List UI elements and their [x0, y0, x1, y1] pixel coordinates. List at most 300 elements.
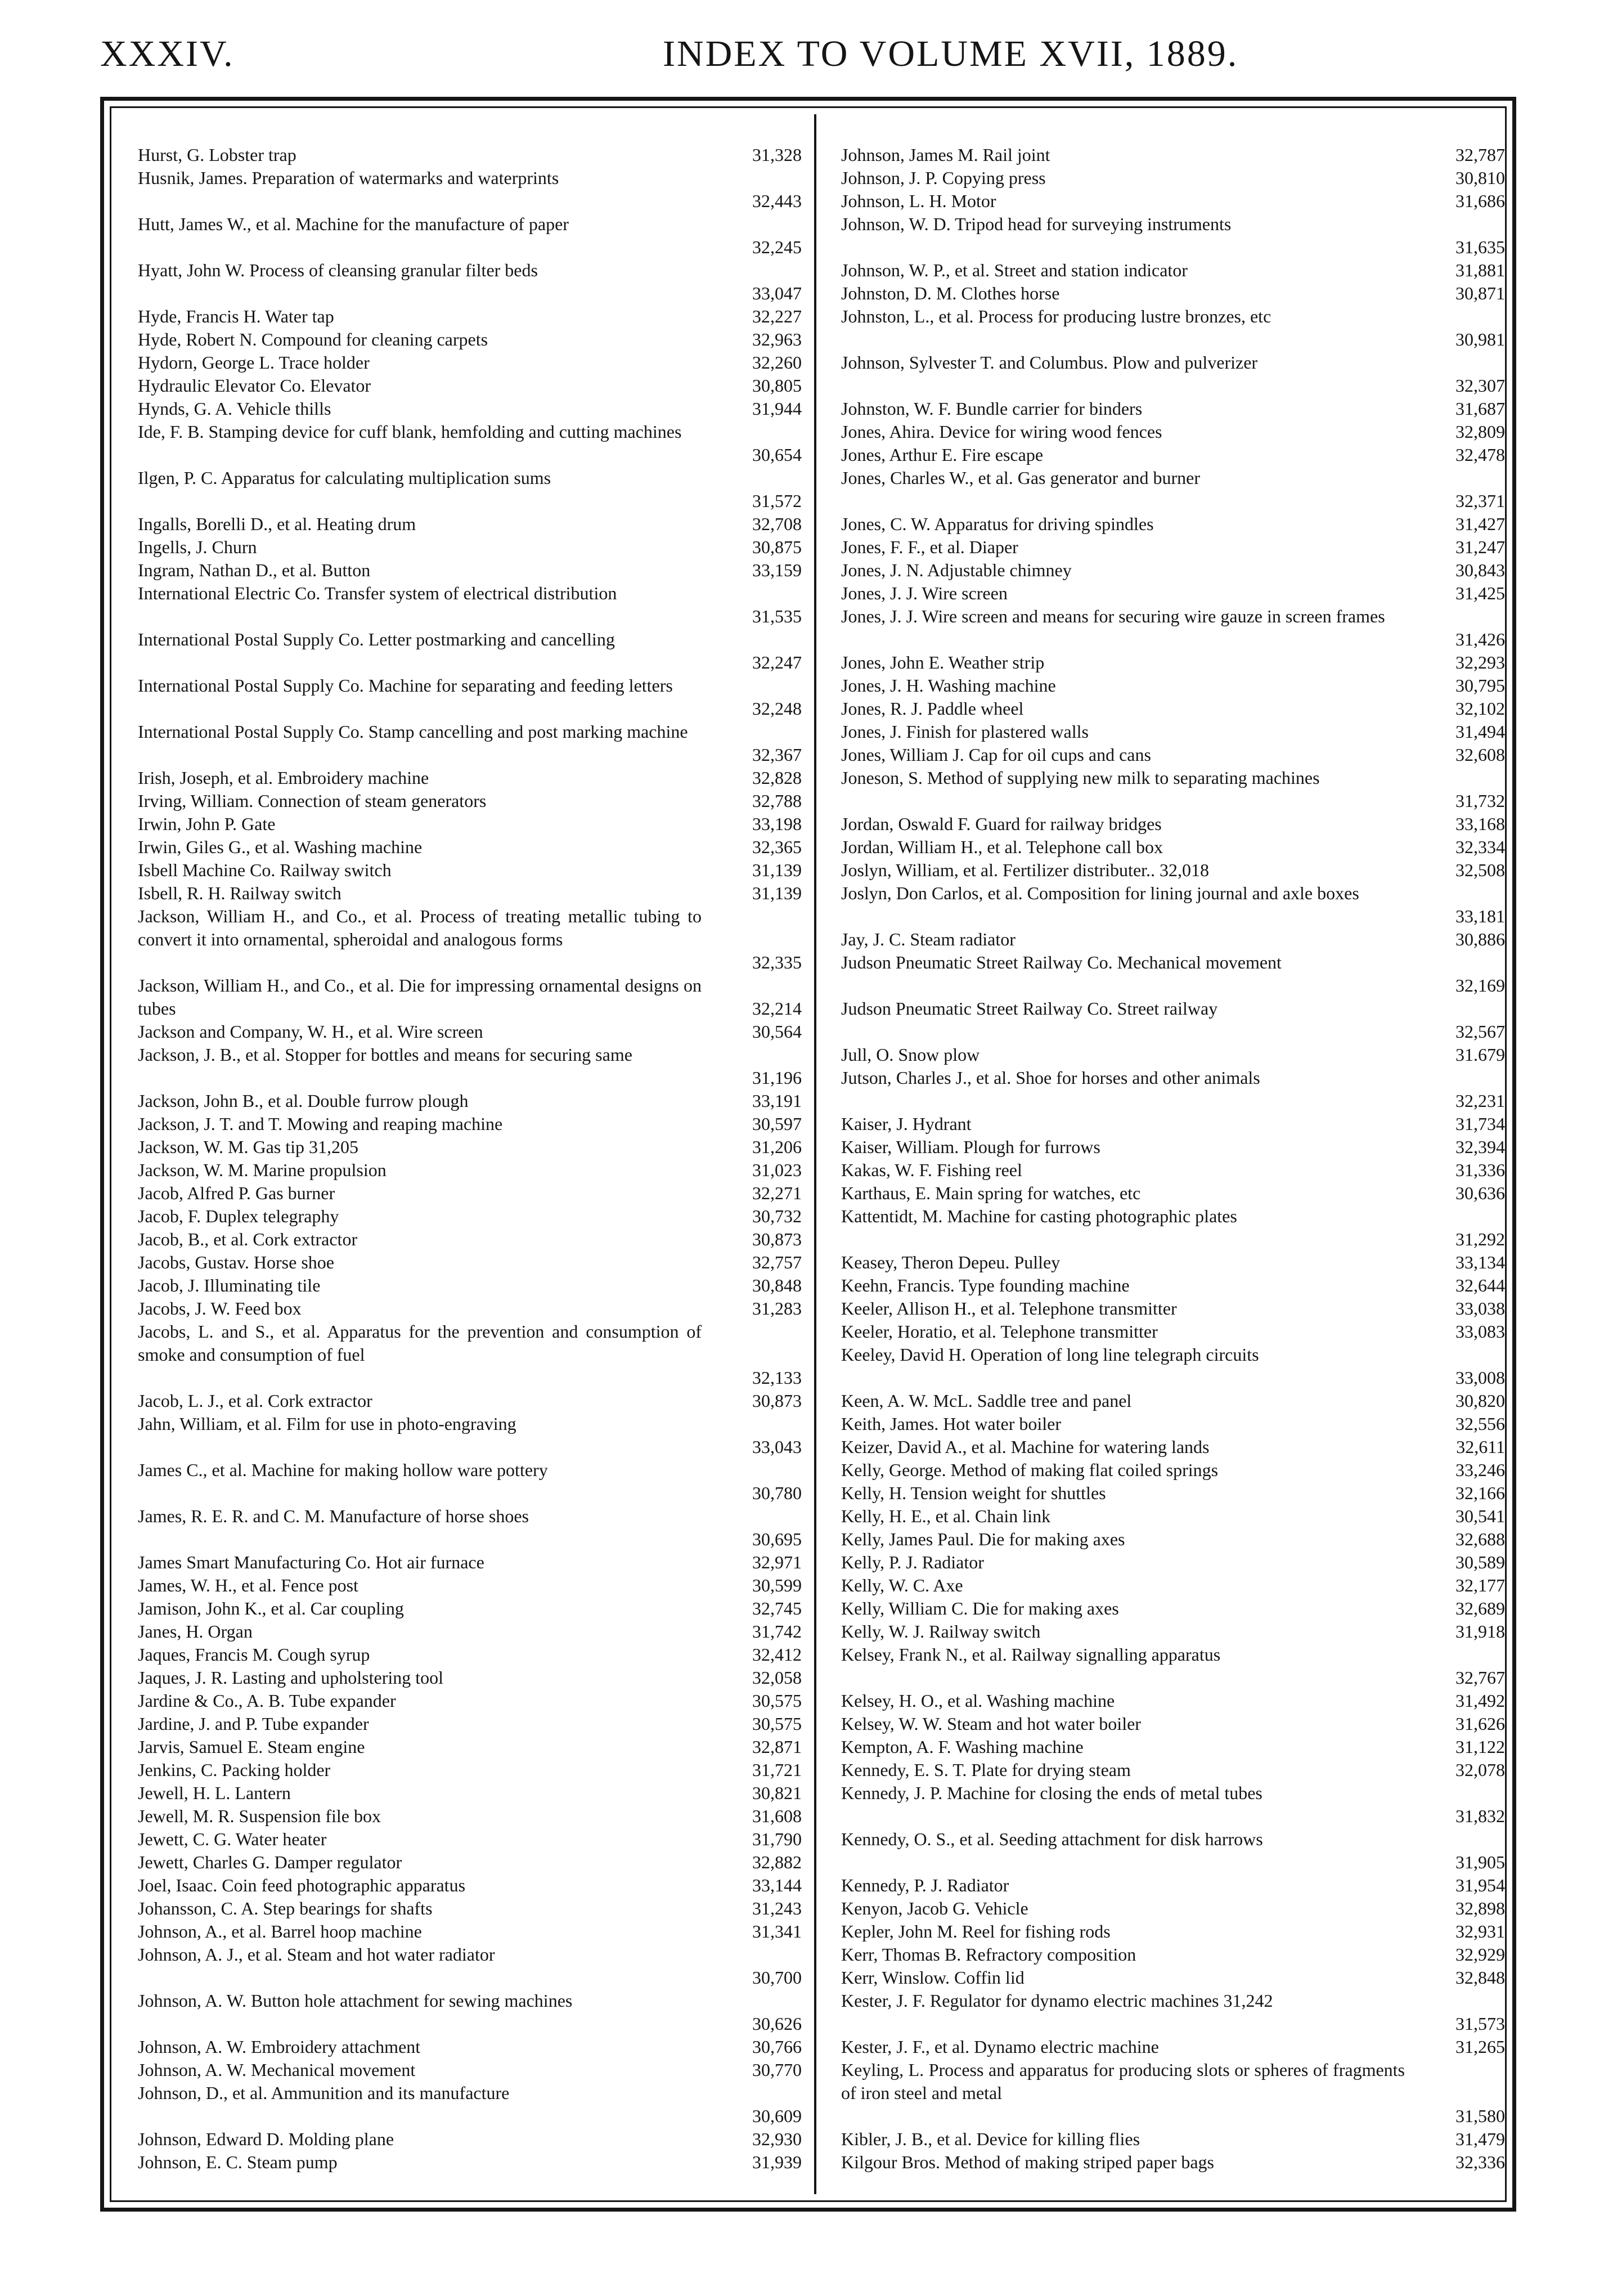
- patent-number: 31,954: [1455, 1875, 1505, 1895]
- entry-text: Irving, William. Connection of steam generators: [138, 791, 487, 811]
- index-entry: [841, 1759, 1505, 1782]
- patent-number: 33,144: [752, 1875, 802, 1895]
- right-column: [841, 144, 1505, 2174]
- index-entry: [138, 1851, 802, 1874]
- index-entry: [138, 374, 802, 397]
- entry-text: Jackson, W. M. Gas tip 31,205: [138, 1137, 358, 1157]
- patent-number: 33,008: [1455, 1367, 1505, 1388]
- index-entry: [841, 513, 1505, 536]
- entry-text: Kelly, George. Method of making flat coiled springs: [841, 1460, 1219, 1480]
- entry-text: Jaques, Francis M. Cough syrup: [138, 1644, 370, 1665]
- entry-text: Ilgen, P. C. Apparatus for calculating multiplication sums: [138, 468, 551, 488]
- index-entry: [841, 1966, 1505, 1989]
- entry-text: Johansson, C. A. Step bearings for shafts: [138, 1898, 433, 1918]
- index-entry: [138, 1620, 802, 1643]
- entry-text: Kester, J. F., et al. Dynamo electric machine: [841, 2037, 1159, 2057]
- entry-text: Johnston, L., et al. Process for producing lustre bronzes, etc: [841, 306, 1271, 326]
- index-entry: [841, 1828, 1505, 1874]
- entry-text: Jackson, William H., and Co., et al. Die for impressing ornamental designs on tubes: [138, 975, 702, 1019]
- entry-text: Hydorn, George L. Trace holder: [138, 352, 370, 373]
- patent-number: 32,898: [1455, 1898, 1505, 1918]
- entry-text: Johnson, Edward D. Molding plane: [138, 2129, 394, 2149]
- patent-number: 30,589: [1455, 1552, 1505, 1572]
- entry-text: Kempton, A. F. Washing machine: [841, 1737, 1084, 1757]
- patent-number: 30,636: [1455, 1183, 1505, 1203]
- patent-number: 31,572: [752, 491, 802, 511]
- entry-text: Joel, Isaac. Coin feed photographic apparatus: [138, 1875, 466, 1895]
- patent-number: 32,371: [1455, 491, 1505, 511]
- index-entry: [841, 167, 1505, 190]
- entry-text: Kelsey, H. O., et al. Washing machine: [841, 1690, 1115, 1711]
- patent-number: 31,939: [752, 2152, 802, 2172]
- entry-text: James, R. E. R. and C. M. Manufacture of horse shoes: [138, 1506, 529, 1526]
- patent-number: 32,367: [752, 745, 802, 765]
- index-entry: [138, 1320, 802, 1389]
- index-frame: [100, 97, 1516, 2212]
- patent-number: 31,918: [1455, 1621, 1505, 1642]
- index-entry: [841, 1782, 1505, 1828]
- entry-text: Kennedy, J. P. Machine for closing the ends of metal tubes: [841, 1783, 1262, 1803]
- patent-number: 32,260: [752, 352, 802, 373]
- patent-number: 32,745: [752, 1598, 802, 1618]
- entry-text: Jones, R. J. Paddle wheel: [841, 698, 1024, 719]
- patent-number: 31,721: [752, 1760, 802, 1780]
- index-entry: [138, 1828, 802, 1851]
- index-entry: [841, 674, 1505, 697]
- patent-number: 30,732: [752, 1206, 802, 1226]
- index-entry: [841, 882, 1505, 928]
- index-entry: [841, 259, 1505, 282]
- entry-text: Joslyn, Don Carlos, et al. Composition for lining journal and axle boxes: [841, 883, 1359, 903]
- entry-text: Jordan, William H., et al. Telephone call box: [841, 837, 1163, 857]
- patent-number: 32,231: [1455, 1091, 1505, 1111]
- entry-text: Keen, A. W. McL. Saddle tree and panel: [841, 1391, 1132, 1411]
- index-entry: [138, 1643, 802, 1666]
- index-entry: [138, 1389, 802, 1412]
- index-entry: [841, 1459, 1505, 1482]
- patent-number: 32,871: [752, 1737, 802, 1757]
- patent-number: 33,038: [1455, 1298, 1505, 1319]
- patent-number: 31,494: [1455, 721, 1505, 742]
- entry-text: James, W. H., et al. Fence post: [138, 1575, 358, 1595]
- patent-number: 30,575: [752, 1690, 802, 1711]
- patent-number: 33,159: [752, 560, 802, 580]
- index-entry: [841, 1343, 1505, 1389]
- entry-text: Johnson, A. W. Mechanical movement: [138, 2060, 416, 2080]
- patent-number: 31,944: [752, 398, 802, 419]
- index-entry: [138, 1113, 802, 1136]
- index-entry: [138, 1989, 802, 2035]
- patent-number: 31,341: [752, 1921, 802, 1941]
- index-entry: [841, 1251, 1505, 1274]
- index-entry: [138, 674, 802, 720]
- index-entry: [841, 1066, 1505, 1113]
- index-entry: [138, 1597, 802, 1620]
- patent-number: 30,695: [752, 1529, 802, 1549]
- patent-number: 31,535: [752, 606, 802, 626]
- index-entry: [138, 513, 802, 536]
- entry-text: Kattentidt, M. Machine for casting photographic plates: [841, 1206, 1237, 1226]
- index-entry: [138, 1920, 802, 1943]
- entry-text: Johnson, James M. Rail joint: [841, 145, 1050, 165]
- index-entry: [841, 605, 1505, 651]
- entry-text: Johnson, L. H. Motor: [841, 191, 996, 211]
- patent-number: 32,963: [752, 329, 802, 349]
- entry-text: Ingram, Nathan D., et al. Button: [138, 560, 371, 580]
- patent-number: 31,905: [1455, 1852, 1505, 1872]
- entry-text: Jones, C. W. Apparatus for driving spindles: [841, 514, 1154, 534]
- patent-number: 32,930: [752, 2129, 802, 2149]
- index-entry: [841, 1389, 1505, 1412]
- patent-number: 30,564: [752, 1021, 802, 1042]
- index-entry: [841, 1620, 1505, 1643]
- entry-text: Hyde, Francis H. Water tap: [138, 306, 334, 326]
- index-entry: [841, 351, 1505, 397]
- index-entry: [841, 951, 1505, 997]
- patent-number: 32,757: [752, 1252, 802, 1272]
- index-entry: [138, 328, 802, 351]
- patent-number: 30,599: [752, 1575, 802, 1595]
- entry-text: Jackson and Company, W. H., et al. Wire screen: [138, 1021, 483, 1042]
- patent-number: 30,626: [752, 2014, 802, 2034]
- index-entry: [841, 813, 1505, 836]
- index-entry: [841, 1920, 1505, 1943]
- entry-text: Kakas, W. F. Fishing reel: [841, 1160, 1022, 1180]
- patent-number: 31,734: [1455, 1114, 1505, 1134]
- entry-text: Johnson, A. W. Button hole attachment for sewing machines: [138, 1990, 573, 2011]
- patent-number: 30,795: [1455, 675, 1505, 696]
- patent-number: 32,133: [752, 1367, 802, 1388]
- index-entry: [841, 1643, 1505, 1689]
- patent-number: 31,206: [752, 1137, 802, 1157]
- patent-number: 30,843: [1455, 560, 1505, 580]
- patent-number: 31,023: [752, 1160, 802, 1180]
- patent-number: 32,611: [1456, 1437, 1505, 1457]
- index-entry: [138, 859, 802, 882]
- entry-text: Johnston, W. F. Bundle carrier for binders: [841, 398, 1143, 419]
- index-entry: [841, 1505, 1505, 1528]
- entry-text: James C., et al. Machine for making hollow ware pottery: [138, 1460, 548, 1480]
- index-entry: [138, 397, 802, 420]
- patent-number: 30,821: [752, 1783, 802, 1803]
- patent-number: 31,427: [1455, 514, 1505, 534]
- entry-text: Isbell, R. H. Railway switch: [138, 883, 342, 903]
- entry-text: Ingalls, Borelli D., et al. Heating drum: [138, 514, 416, 534]
- index-entry: [841, 1182, 1505, 1205]
- entry-text: Keizer, David A., et al. Machine for watering lands: [841, 1437, 1210, 1457]
- entry-text: Kerr, Winslow. Coffin lid: [841, 1967, 1025, 1988]
- index-entry: [138, 628, 802, 674]
- patent-number: 31,687: [1455, 398, 1505, 419]
- entry-text: Jackson, W. M. Marine propulsion: [138, 1160, 387, 1180]
- index-entry: [841, 1597, 1505, 1620]
- index-entry: [138, 1574, 802, 1597]
- index-entry: [138, 1297, 802, 1320]
- entry-text: Jewett, C. G. Water heater: [138, 1829, 327, 1849]
- index-entry: [138, 813, 802, 836]
- index-entry: [138, 2128, 802, 2151]
- index-entry: [138, 1874, 802, 1897]
- patent-number: 32,708: [752, 514, 802, 534]
- entry-text: Judson Pneumatic Street Railway Co. Street railway: [841, 998, 1218, 1019]
- entry-text: Joneson, S. Method of supplying new milk to separating machines: [841, 768, 1320, 788]
- patent-number: 32,271: [752, 1183, 802, 1203]
- entry-text: Jull, O. Snow plow: [841, 1044, 980, 1065]
- entry-text: Jenkins, C. Packing holder: [138, 1760, 331, 1780]
- index-entry: [841, 1274, 1505, 1297]
- patent-number: 30,541: [1455, 1506, 1505, 1526]
- entry-text: Johnson, A. J., et al. Steam and hot water radiator: [138, 1944, 495, 1965]
- entry-text: Jacobs, Gustav. Horse shoe: [138, 1252, 334, 1272]
- index-entry: [841, 1297, 1505, 1320]
- index-entry: [841, 443, 1505, 467]
- entry-text: James Smart Manufacturing Co. Hot air furnace: [138, 1552, 484, 1572]
- patent-number: 31,292: [1455, 1229, 1505, 1249]
- entry-text: Keasey, Theron Depeu. Pulley: [841, 1252, 1061, 1272]
- index-entry: [841, 190, 1505, 213]
- index-entry: [138, 905, 802, 974]
- entry-text: Johnson, W. D. Tripod head for surveying instruments: [841, 214, 1232, 234]
- patent-number: 32,365: [752, 837, 802, 857]
- patent-number: 31,635: [1455, 237, 1505, 257]
- entry-text: Jamison, John K., et al. Car coupling: [138, 1598, 404, 1618]
- patent-number: 33,047: [752, 283, 802, 303]
- patent-number: 32,247: [752, 652, 802, 672]
- patent-number: 31,426: [1455, 629, 1505, 649]
- index-entry: [138, 2059, 802, 2082]
- index-entry: [138, 836, 802, 859]
- index-entry: [841, 1874, 1505, 1897]
- index-entry: [841, 697, 1505, 720]
- patent-number: 31,196: [752, 1068, 802, 1088]
- entry-text: Jones, William J. Cap for oil cups and cans: [841, 745, 1151, 765]
- entry-text: Jacob, Alfred P. Gas burner: [138, 1183, 335, 1203]
- patent-number: 30,609: [752, 2106, 802, 2126]
- entry-text: Keeley, David H. Operation of long line telegraph circuits: [841, 1344, 1259, 1365]
- index-entry: [841, 928, 1505, 951]
- index-entry: [138, 1412, 802, 1459]
- patent-number: 32,443: [752, 191, 802, 211]
- entry-text: Jordan, Oswald F. Guard for railway bridges: [841, 814, 1162, 834]
- index-entry: [138, 720, 802, 766]
- patent-number: 31,479: [1455, 2129, 1505, 2149]
- entry-text: Kelly, H. E., et al. Chain link: [841, 1506, 1051, 1526]
- patent-number: 31,336: [1455, 1160, 1505, 1180]
- entry-text: Joslyn, William, et al. Fertilizer distributer.. 32,018: [841, 860, 1210, 880]
- entry-text: Jones, J. Finish for plastered walls: [841, 721, 1089, 742]
- patent-number: 32,169: [1455, 975, 1505, 995]
- patent-number: 33,134: [1455, 1252, 1505, 1272]
- index-entry: [841, 1205, 1505, 1251]
- patent-number: 30,766: [752, 2037, 802, 2057]
- patent-number: 32,394: [1455, 1137, 1505, 1157]
- index-entry: [138, 582, 802, 628]
- index-entry: [841, 1712, 1505, 1736]
- patent-number: 32,227: [752, 306, 802, 326]
- entry-text: Ide, F. B. Stamping device for cuff blank, hemfolding and cutting machines: [138, 421, 682, 442]
- index-entry: [841, 1943, 1505, 1966]
- entry-text: Jones, Charles W., et al. Gas generator and burner: [841, 468, 1201, 488]
- index-entry: [138, 1782, 802, 1805]
- entry-text: Keeler, Horatio, et al. Telephone transmitter: [841, 1321, 1158, 1342]
- index-entry: [138, 1666, 802, 1689]
- index-entry: [138, 351, 802, 374]
- index-entry: [841, 2035, 1505, 2059]
- entry-text: Kennedy, E. S. T. Plate for drying steam: [841, 1760, 1131, 1780]
- entry-text: Hurst, G. Lobster trap: [138, 145, 296, 165]
- patent-number: 32,245: [752, 237, 802, 257]
- patent-number: 33,043: [752, 1437, 802, 1457]
- patent-number: 30,875: [752, 537, 802, 557]
- index-entry: [841, 1736, 1505, 1759]
- index-entry: [138, 420, 802, 467]
- entry-text: Johnson, A. W. Embroidery attachment: [138, 2037, 421, 2057]
- entry-text: Kelly, P. J. Radiator: [841, 1552, 984, 1572]
- entry-text: Johnson, J. P. Copying press: [841, 168, 1046, 188]
- patent-number: 32,689: [1455, 1598, 1505, 1618]
- patent-number: 32,177: [1455, 1575, 1505, 1595]
- index-entry: [138, 1182, 802, 1205]
- entry-text: Jay, J. C. Steam radiator: [841, 929, 1016, 949]
- index-entry: [138, 1551, 802, 1574]
- patent-number: 31,247: [1455, 537, 1505, 557]
- index-entry: [138, 1020, 802, 1043]
- index-entry: [138, 536, 802, 559]
- entry-text: Kerr, Thomas B. Refractory composition: [841, 1944, 1136, 1965]
- entry-text: Keeler, Allison H., et al. Telephone transmitter: [841, 1298, 1177, 1319]
- entry-text: Keith, James. Hot water boiler: [841, 1414, 1061, 1434]
- index-entry: [841, 1551, 1505, 1574]
- patent-number: 31,492: [1455, 1690, 1505, 1711]
- index-entry: [841, 1159, 1505, 1182]
- patent-number: 31,265: [1455, 2037, 1505, 2057]
- index-entry: [138, 1689, 802, 1712]
- index-entry: [841, 144, 1505, 167]
- index-entry: [841, 766, 1505, 813]
- index-entry: [138, 766, 802, 790]
- entry-text: Keyling, L. Process and apparatus for producing slots or spheres of fragments of iron steel and metal: [841, 2060, 1405, 2103]
- entry-text: Hyatt, John W. Process of cleansing granular filter beds: [138, 260, 538, 280]
- index-entry: [138, 1274, 802, 1297]
- index-entry: [138, 2035, 802, 2059]
- entry-text: Kelsey, Frank N., et al. Railway signalling apparatus: [841, 1644, 1221, 1665]
- entry-text: Jones, F. F., et al. Diaper: [841, 537, 1018, 557]
- patent-number: 32,334: [1455, 837, 1505, 857]
- entry-text: Kelsey, W. W. Steam and hot water boiler: [841, 1714, 1141, 1734]
- patent-number: 31,580: [1455, 2106, 1505, 2126]
- patent-number: 31,139: [752, 883, 802, 903]
- patent-number: 32,214: [752, 998, 802, 1019]
- patent-number: 30,871: [1455, 283, 1505, 303]
- index-entry: [138, 1089, 802, 1113]
- patent-number: 30,780: [752, 1483, 802, 1503]
- entry-text: Irwin, Giles G., et al. Washing machine: [138, 837, 423, 857]
- index-entry: [841, 2128, 1505, 2151]
- index-entry: [841, 1482, 1505, 1505]
- entry-text: International Electric Co. Transfer system of electrical distribution: [138, 583, 617, 603]
- index-entry: [841, 743, 1505, 766]
- index-entry: [138, 1136, 802, 1159]
- entry-text: Johnson, Sylvester T. and Columbus. Plow and pulverizer: [841, 352, 1258, 373]
- patent-number: 31,832: [1455, 1806, 1505, 1826]
- index-entry: [841, 1689, 1505, 1712]
- patent-number: 31,283: [752, 1298, 802, 1319]
- patent-number: 33,198: [752, 814, 802, 834]
- patent-number: 30,820: [1455, 1391, 1505, 1411]
- patent-number: 32,556: [1455, 1414, 1505, 1434]
- index-entry: [138, 1736, 802, 1759]
- index-entry: [841, 467, 1505, 513]
- patent-number: 32,307: [1455, 375, 1505, 396]
- index-entry: [841, 1412, 1505, 1436]
- patent-number: 31,790: [752, 1829, 802, 1849]
- entry-text: Keehn, Francis. Type founding machine: [841, 1275, 1130, 1295]
- patent-number: 33,246: [1455, 1460, 1505, 1480]
- index-entry: [138, 790, 802, 813]
- patent-number: 32,567: [1455, 1021, 1505, 1042]
- index-entry: [138, 167, 802, 213]
- patent-number: 32,078: [1455, 1760, 1505, 1780]
- index-entry: [841, 720, 1505, 743]
- index-entry: [138, 467, 802, 513]
- entry-text: Jackson, William H., and Co., et al. Process of treating metallic tubing to convert it into ornamental, spheroidal and analogous forms: [138, 906, 702, 949]
- patent-number: 33,083: [1455, 1321, 1505, 1342]
- entry-text: Jones, J. H. Washing machine: [841, 675, 1056, 696]
- patent-number: 30,810: [1455, 168, 1505, 188]
- patent-number: 32,102: [1455, 698, 1505, 719]
- index-entry: [841, 1113, 1505, 1136]
- patent-number: 31,139: [752, 860, 802, 880]
- patent-number: 33,181: [1455, 906, 1505, 926]
- entry-text: Hydraulic Elevator Co. Elevator: [138, 375, 371, 396]
- entry-text: Ingells, J. Churn: [138, 537, 257, 557]
- entry-text: Jewett, Charles G. Damper regulator: [138, 1852, 402, 1872]
- entry-text: Jaques, J. R. Lasting and upholstering tool: [138, 1667, 444, 1688]
- index-entry: [841, 536, 1505, 559]
- entry-text: Kelly, W. J. Railway switch: [841, 1621, 1041, 1642]
- entry-text: Jacob, L. J., et al. Cork extractor: [138, 1391, 372, 1411]
- patent-number: 32,848: [1455, 1967, 1505, 1988]
- entry-text: Jardine & Co., A. B. Tube expander: [138, 1690, 396, 1711]
- patent-number: 31,425: [1455, 583, 1505, 603]
- patent-number: 32,058: [752, 1667, 802, 1688]
- entry-text: Jackson, J. T. and T. Mowing and reaping machine: [138, 1114, 503, 1134]
- patent-number: 32,931: [1455, 1921, 1505, 1941]
- index-entry: [841, 213, 1505, 259]
- index-entry: [138, 882, 802, 905]
- entry-text: Karthaus, E. Main spring for watches, etc: [841, 1183, 1141, 1203]
- entry-text: Jewell, M. R. Suspension file box: [138, 1806, 381, 1826]
- entry-text: Johnson, A., et al. Barrel hoop machine: [138, 1921, 422, 1941]
- index-entry: [841, 997, 1505, 1043]
- entry-text: Jones, J. N. Adjustable chimney: [841, 560, 1072, 580]
- index-entry: [138, 259, 802, 305]
- index-entry: [138, 1159, 802, 1182]
- entry-text: Kenyon, Jacob G. Vehicle: [841, 1898, 1028, 1918]
- index-entry: [138, 1805, 802, 1828]
- index-entry: [841, 1989, 1505, 2035]
- patent-number: 32,293: [1455, 652, 1505, 672]
- patent-number: 32,971: [752, 1552, 802, 1572]
- index-entry: [841, 836, 1505, 859]
- patent-number: 31,881: [1455, 260, 1505, 280]
- index-entry: [138, 1943, 802, 1989]
- entry-text: Jackson, J. B., et al. Stopper for bottles and means for securing same: [138, 1044, 632, 1065]
- entry-text: Isbell Machine Co. Railway switch: [138, 860, 392, 880]
- patent-number: 31,122: [1455, 1737, 1505, 1757]
- index-entry: [841, 1528, 1505, 1551]
- patent-number: 30,848: [752, 1275, 802, 1295]
